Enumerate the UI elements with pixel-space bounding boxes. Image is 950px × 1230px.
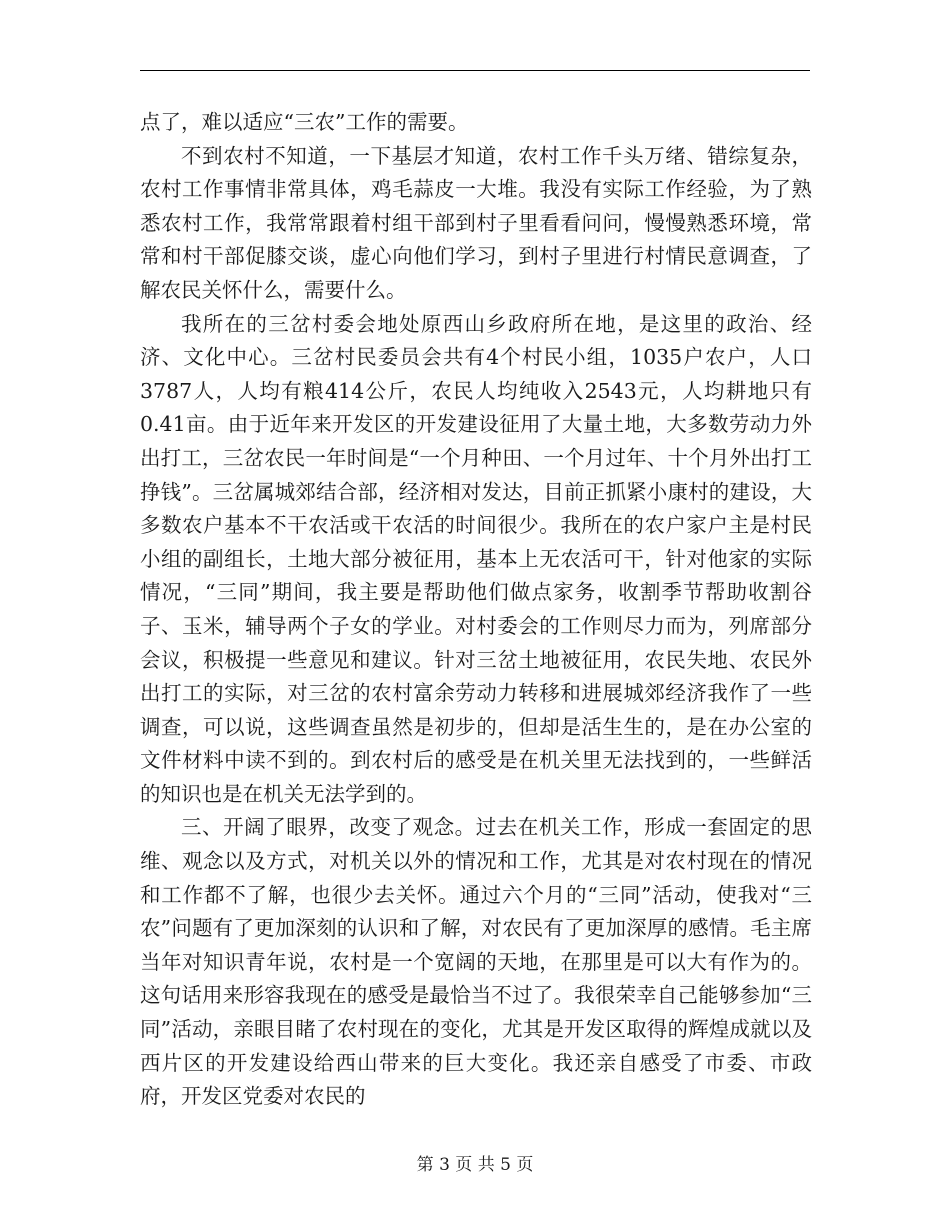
paragraph-broadened-horizons: 三、开阔了眼界，改变了观念。过去在机关工作，形成一套固定的思维、观念以及方式，对机关以外的情况和工作，尤其是对农村现在的情况和工作都不了解，也很少去关怀。通过六个月的“三同”活动，使我对“三农”问题有了更加深刻的认识和了解，对农民有了更加深厚的感情。毛主席当年对知识青年说，农村是一个宽阔的天地，在那里是可以大有作为的。这句话用来形容我现在的感受是最恰当不过了。我很荣幸自己能够参加“三同”活动，亲眼目睹了农村现在的变化，尤其是开发区取得的辉煌成就以及西片区的开发建设给西山带来的巨大变化。我还亲自感受了市委、市政府，开发区党委对农民的: [140, 815, 812, 1109]
paragraph-rural-work: 不到农村不知道，一下基层才知道，农村工作千头万绪、错综复杂，农村工作事情非常具体，鸡毛蒜皮一大堆。我没有实际工作经验，为了熟悉农村工作，我常常跟着村组干部到村子里看看问问，慢慢熟悉环境，常常和村干部促膝交谈，虚心向他们学习，到村子里进行村情民意调查，了解农民关怀什么，需要什么。: [140, 143, 812, 302]
header-rule: [140, 70, 810, 71]
paragraph-sancha-village: 我所在的三岔村委会地处原西山乡政府所在地，是这里的政治、经济、文化中心。三岔村民委员会共有4个村民小组，1035户农户，人口3787人，人均有粮414公斤，农民人均纯收入2543元，人均耕地只有0.41亩。由于近年来开发区的开发建设征用了大量土地，大多数劳动力外出打工，三岔农民一年时间是“一个月种田、一个月过年、十个月外出打工挣钱”。三岔属城郊结合部，经济相对发达，目前正抓紧小康村的建设，大多数农户基本不干农活或干农活的时间很少。我所在的农户家户主是村民小组的副组长，土地大部分被征用，基本上无农活可干，针对他家的实际情况，“三同”期间，我主要是帮助他们做点家务，收割季节帮助收割谷子、玉米，辅导两个子女的学业。对村委会的工作则尽力而为，列席部分会议，积极提一些意见和建议。针对三岔土地被征用，农民失地、农民外出打工的实际，对三岔的农村富余劳动力转移和进展城郊经济我作了一些调查，可以说，这些调查虽然是初步的，但却是活生生的，是在办公室的文件材料中读不到的。到农村后的感受是在机关里无法找到的，一些鲜活的知识也是在机关无法学到的。: [140, 311, 812, 806]
page-number-footer: 第 3 页 共 5 页: [416, 1155, 534, 1175]
paragraph-continuation: 点了，难以适应“三农”工作的需要。: [140, 110, 469, 134]
document-body: [140, 106, 812, 1114]
